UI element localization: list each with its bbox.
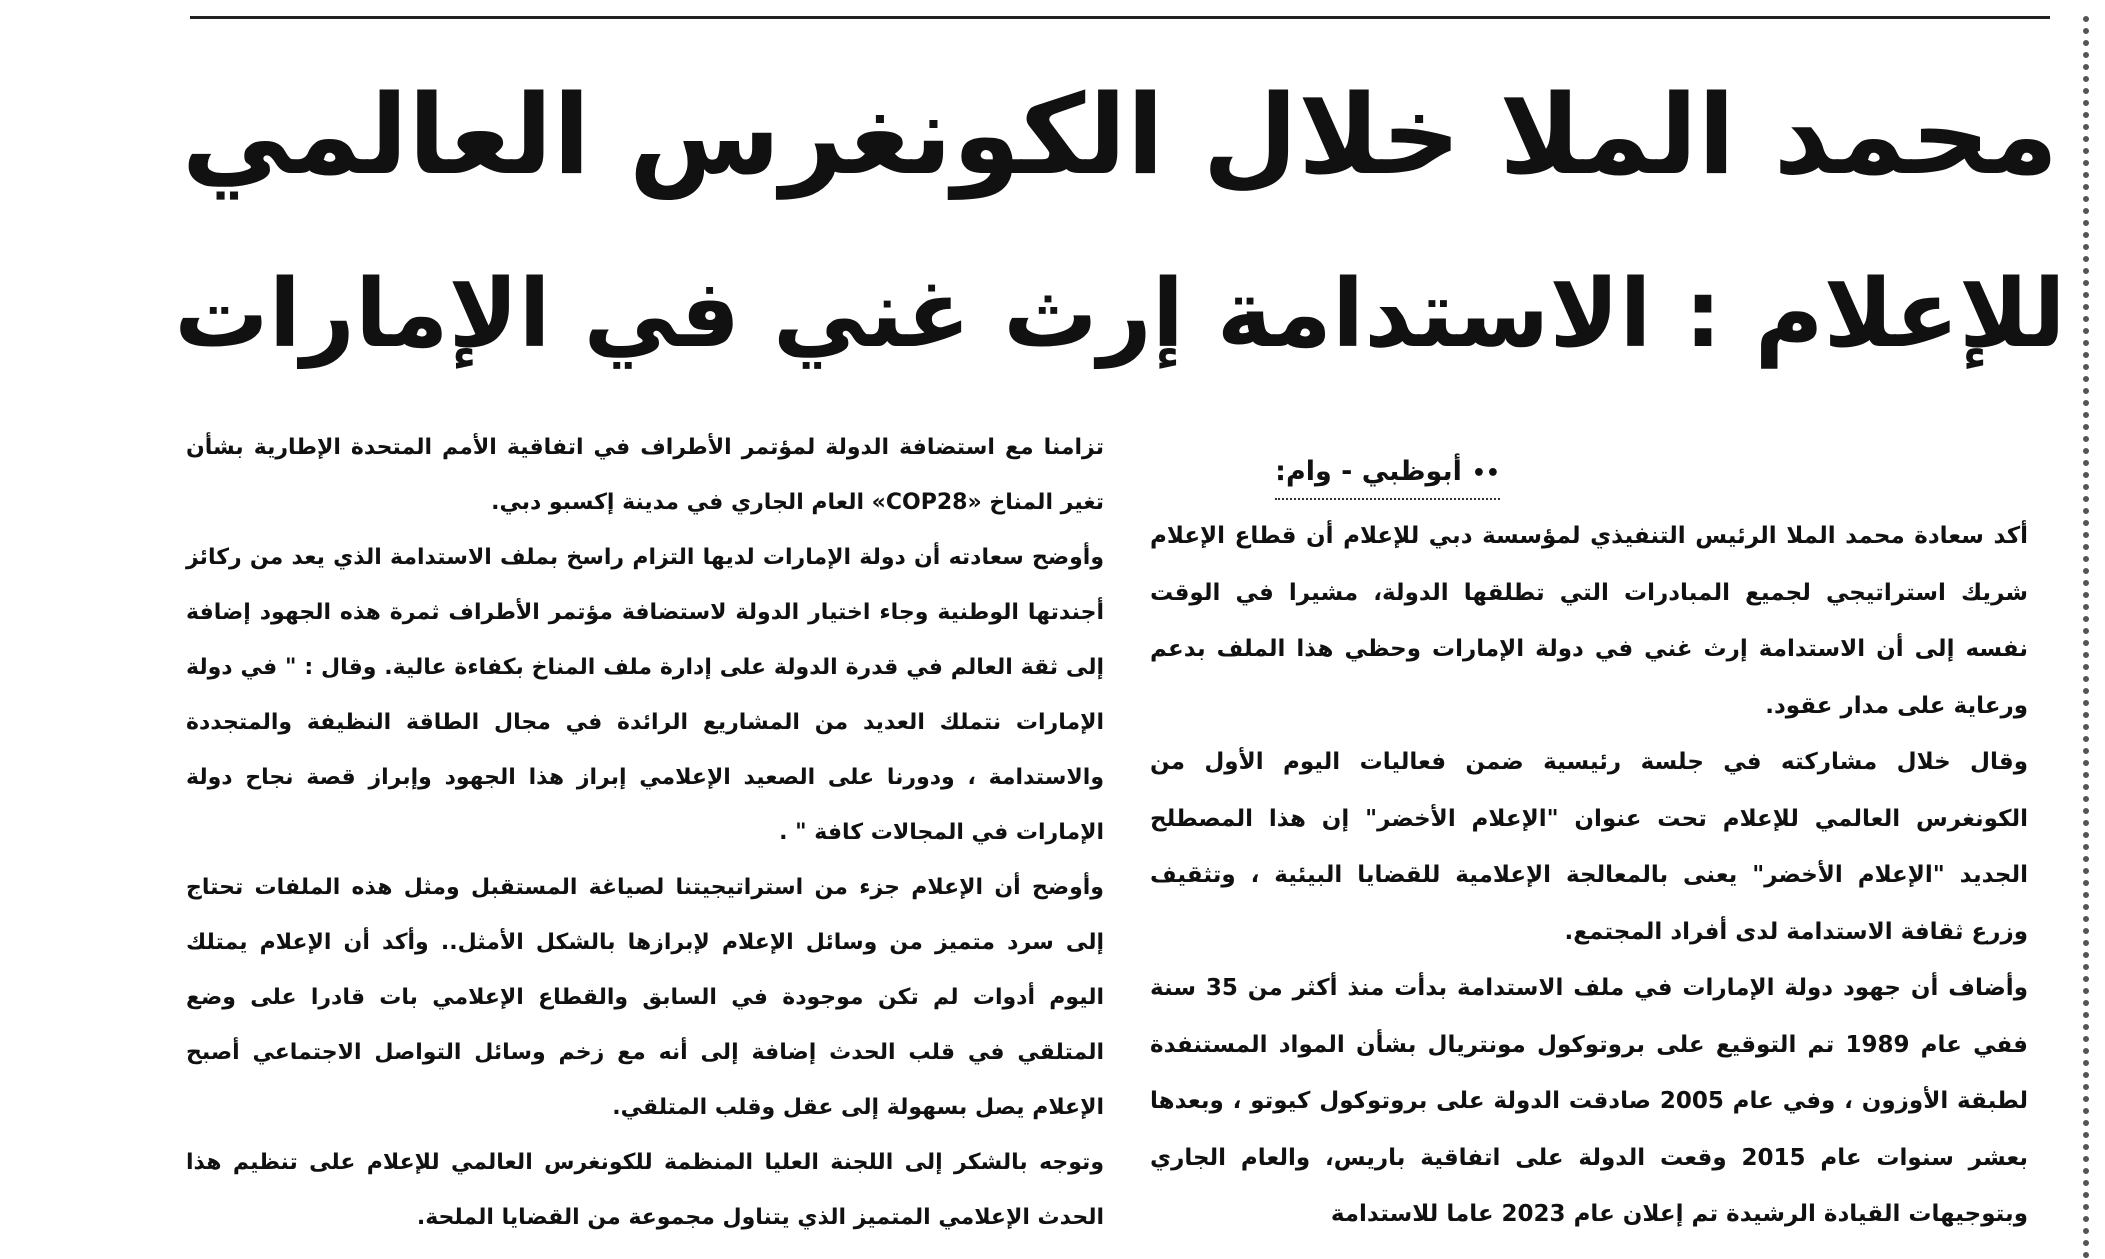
top-rule bbox=[190, 16, 2050, 19]
paragraph: وأوضح سعادته أن دولة الإمارات لديها التزام راسخ بملف الاستدامة الذي يعد من ركائز أجندتها الوطنية وجاء اختيار الدولة لاستضافة مؤتمر الأطراف ثمرة هذه الجهود إضافة إلى ثقة العالم في قدرة الدولة على إدارة ملف المناخ بكفاءة عالية. وقال : " في دولة الإمارات نتملك العديد من المشاريع الرائدة في مجال الطاقة النظيفة والمتجددة والاستدامة ، ودورنا على الصعيد الإعلامي إبراز هذا الجهود وإبراز قصة نجاح دولة الإمارات في المجالات كافة " . bbox=[186, 545, 1104, 845]
paragraph: وأضاف أن جهود دولة الإمارات في ملف الاستدامة بدأت منذ أكثر من 35 سنة ففي عام 1989 تم التوقيع على بروتوكول مونتريال بشأن المواد المستنفدة لطبقة الأوزون ، وفي عام 2005 صادقت الدولة على بروتوكول كيوتو ، وبعدها بعشر سنوات عام 2015 وقعت الدولة على اتفاقية باريس، والعام الجاري وبتوجيهات القيادة الرشيدة تم إعلان عام 2023 عاما للاستدامة bbox=[1150, 975, 2028, 1227]
dateline-text: أبوظبي - وام: bbox=[1275, 456, 1462, 487]
paragraph: تزامنا مع استضافة الدولة لمؤتمر الأطراف في اتفاقية الأمم المتحدة الإطارية بشأن تغير المناخ «COP28» العام الجاري في مدينة إكسبو دبي. bbox=[186, 435, 1104, 515]
headline-line-2: للإعلام : الاستدامة إرث غني في الإمارات bbox=[174, 260, 2066, 369]
dateline bbox=[1275, 452, 1500, 500]
paragraph: وتوجه بالشكر إلى اللجنة العليا المنظمة للكونغرس العالمي للإعلام على تنظيم هذا الحدث الإعلامي المتميز الذي يتناول مجموعة من القضايا الملحة. bbox=[186, 1150, 1104, 1230]
paragraph: أكد سعادة محمد الملا الرئيس التنفيذي لمؤسسة دبي للإعلام أن قطاع الإعلام شريك استراتيجي لجميع المبادرات التي تطلقها الدولة، مشيرا في الوقت نفسه إلى أن الاستدامة إرث غني في دولة الإمارات وحظي هذا الملف بدعم ورعاية على مدار عقود. bbox=[1150, 523, 2028, 719]
dotted-side-border bbox=[2083, 16, 2089, 1259]
right-column bbox=[1150, 508, 2028, 1243]
paragraph: وقال خلال مشاركته في جلسة رئيسية ضمن فعاليات اليوم الأول من الكونغرس العالمي للإعلام تحت عنوان "الإعلام الأخضر" إن هذا المصطلح الجديد "الإعلام الأخضر" يعنى بالمعالجة الإعلامية للقضايا البيئية ، وتثقيف وزرع ثقافة الاستدامة لدى أفراد المجتمع. bbox=[1150, 749, 2028, 945]
left-column bbox=[186, 420, 1104, 1245]
headline-line-1: محمد الملا خلال الكونغرس العالمي bbox=[181, 71, 2059, 199]
bullet-icon: •• bbox=[1471, 461, 1500, 486]
paragraph: وأوضح أن الإعلام جزء من استراتيجيتنا لصياغة المستقبل ومثل هذه الملفات تحتاج إلى سرد متميز من وسائل الإعلام لإبرازها بالشكل الأمثل.. وأكد أن الإعلام يمتلك اليوم أدوات لم تكن موجودة في السابق والقطاع الإعلامي بات قادرا على وضع المتلقي في قلب الحدث إضافة إلى أنه مع زخم وسائل التواصل الاجتماعي أصبح الإعلام يصل بسهولة إلى عقل وقلب المتلقي. bbox=[186, 875, 1104, 1120]
